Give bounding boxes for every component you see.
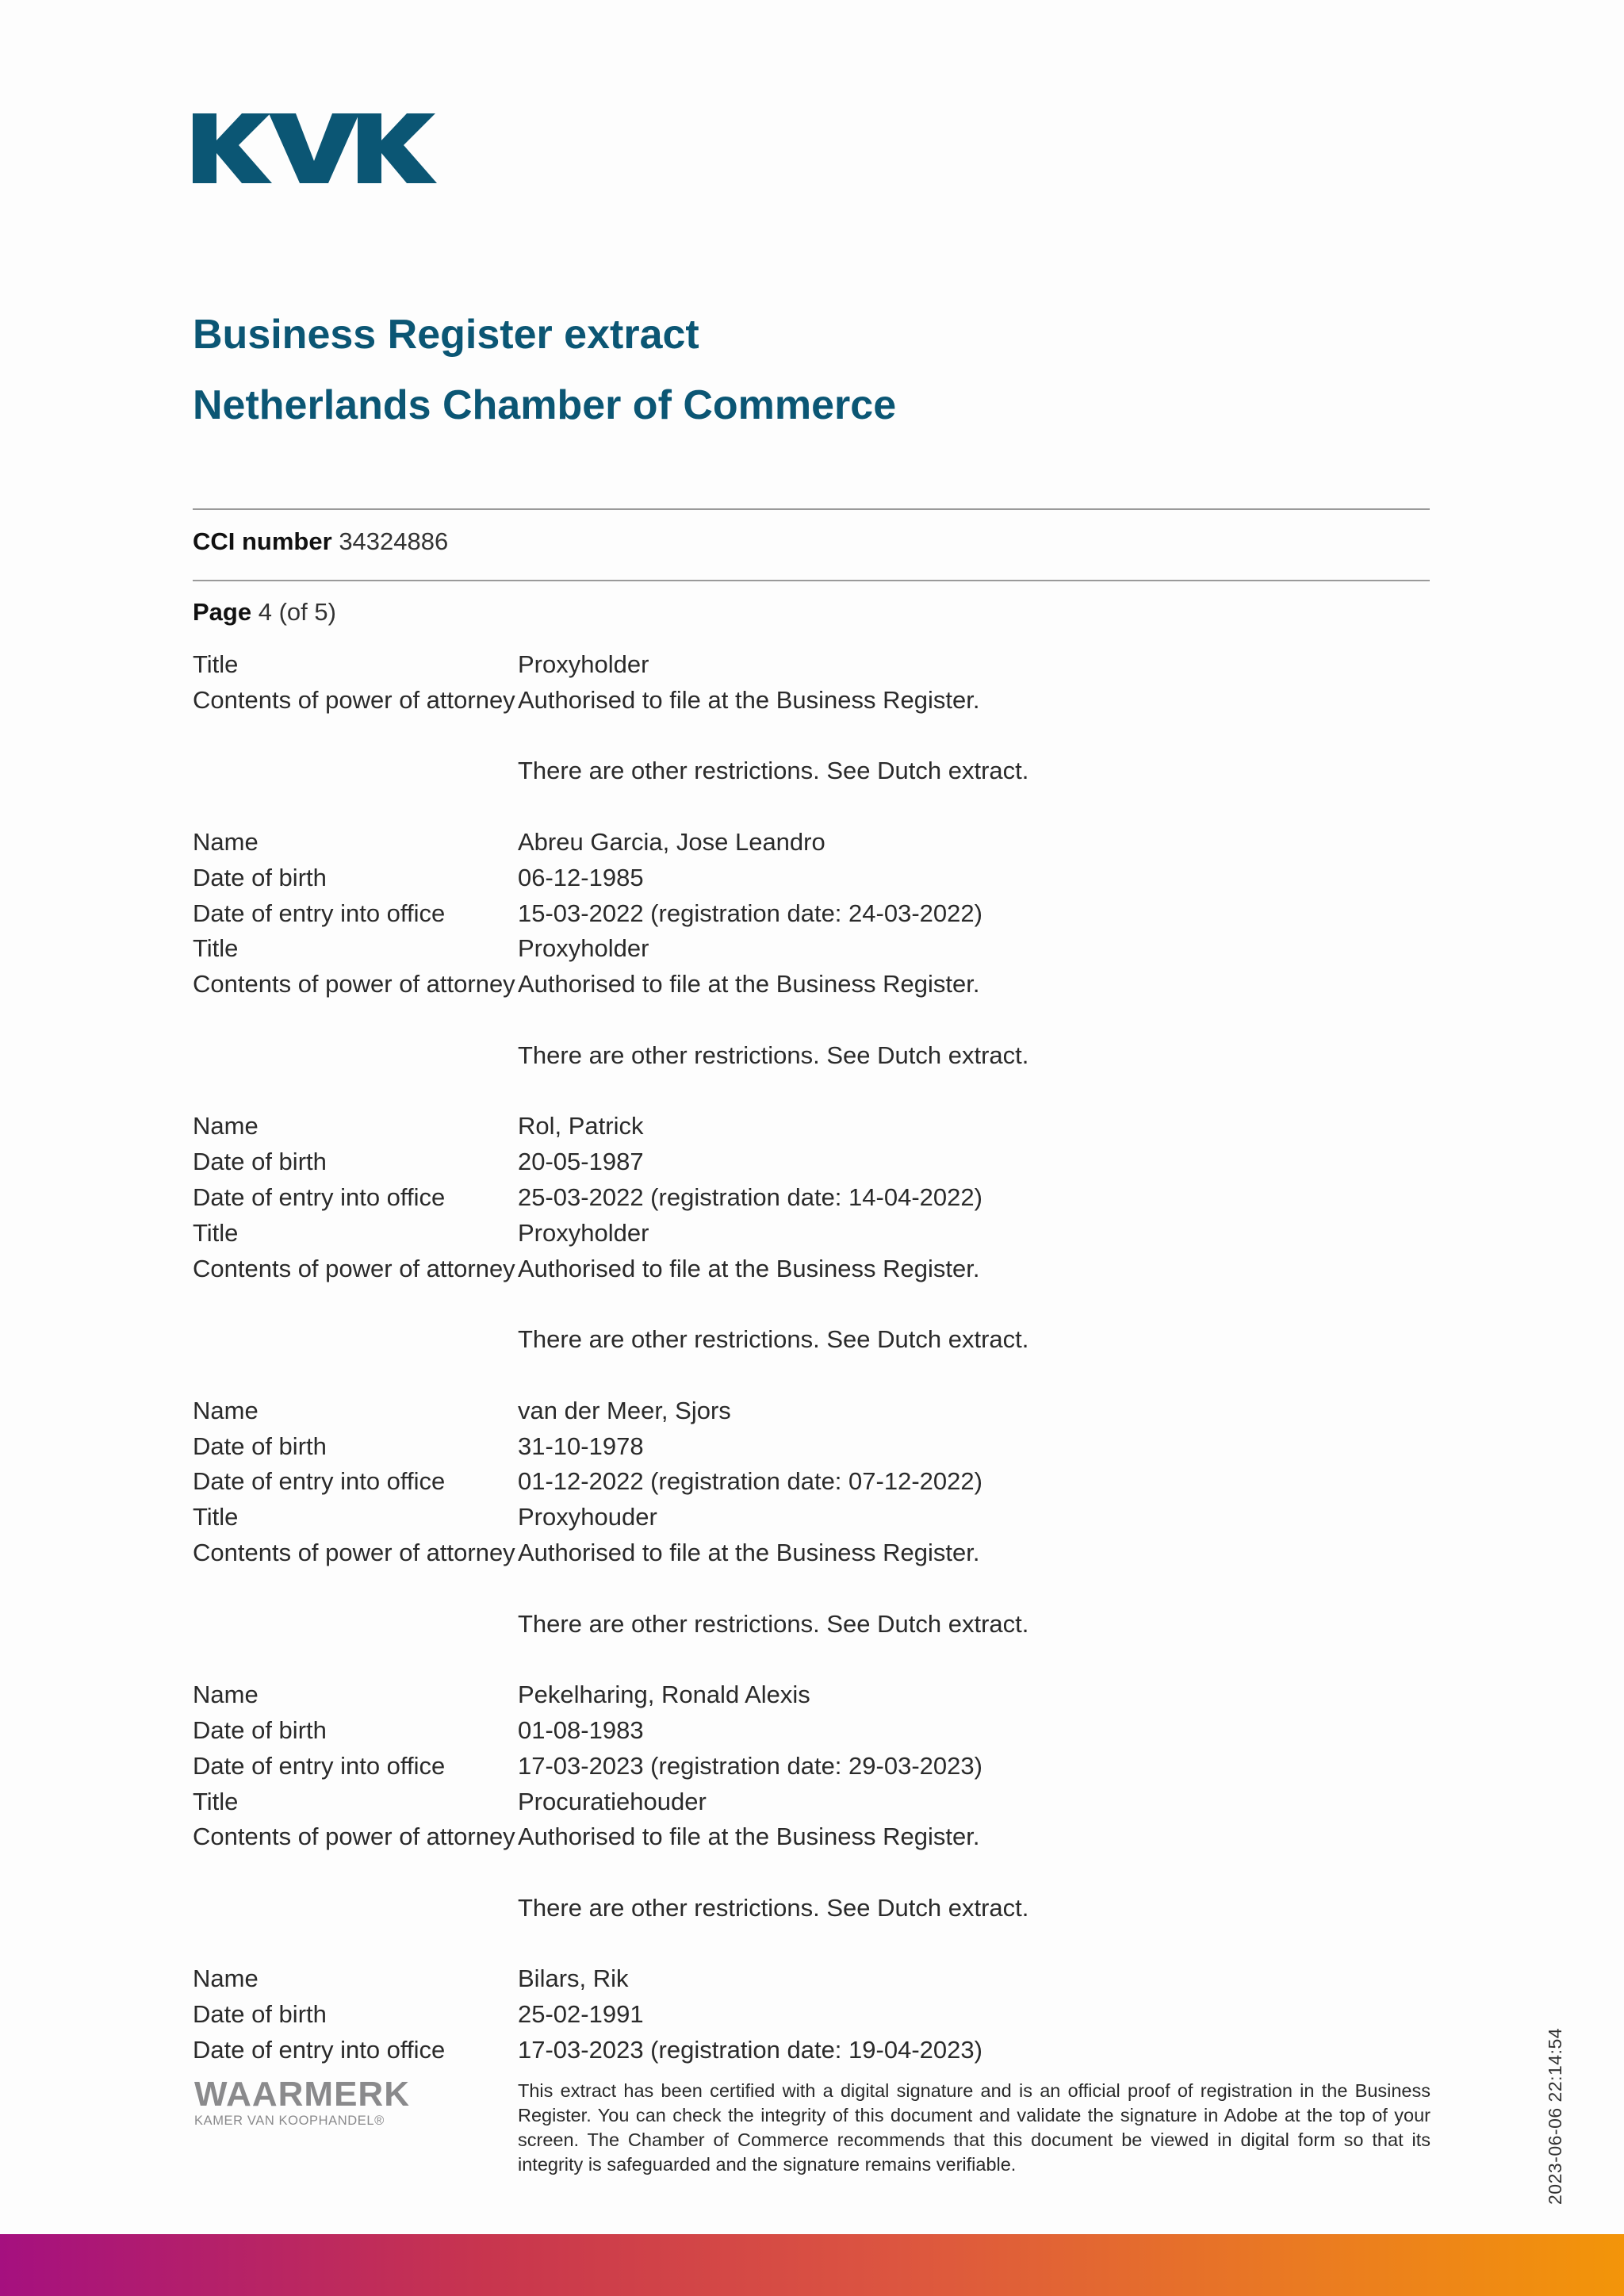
field-label [193,1891,518,1926]
field-value: Bilars, Rik [518,1964,629,1993]
entry-row [193,1038,1430,1074]
field-label: Contents of power of attorney [193,685,515,714]
field-label: Date of birth [193,1148,327,1176]
field-label: Title [193,1503,239,1531]
entry-row [193,1322,1430,1358]
entry-spacer [193,1074,1430,1110]
entry-row [193,1997,1430,2033]
entry-spacer [193,789,1430,825]
entry-row [193,1251,1430,1287]
field-value: 01-08-1983 [518,1715,644,1744]
certification-notice: This extract has been certified with a digital signature and is an official proof of registration in the Business Register. You can check the integrity of this document and validate the signature in Adobe at the top of your screen. The Chamber of Commerce recommends that this document be viewed in digital form so that its integrity is safeguarded and the signature remains verifiable. [518,2080,1431,2175]
entry-spacer [193,1642,1430,1677]
entry-row [193,825,1430,861]
document-title: Business Register extract [193,312,699,358]
field-value: Authorised to file at the Business Register. [518,1538,980,1566]
field-value: 25-02-1991 [518,2000,644,2029]
entry-row [193,2033,1430,2068]
entry-row [193,647,1430,683]
field-value: van der Meer, Sjors [518,1396,731,1424]
field-value: Proxyholder [518,934,649,963]
field-value: 17-03-2023 (registration date: 29-03-2023) [518,1751,982,1780]
row-spacer [193,1855,1430,1891]
field-label: Name [193,1112,259,1140]
page-value: 4 (of 5) [258,598,336,626]
field-label: Contents of power of attorney [193,1254,515,1282]
field-label: Contents of power of attorney [193,970,515,999]
field-label: Date of entry into office [193,2036,446,2064]
field-label: Name [193,1964,259,1993]
field-label: Name [193,827,259,856]
field-label: Title [193,934,239,963]
field-label: Contents of power of attorney [193,1823,515,1851]
timestamp: 2023-06-06 22:14:54 [1545,2027,1565,2205]
field-label: Title [193,1218,239,1247]
field-value: Authorised to file at the Business Register. [518,970,980,999]
field-label: Contents of power of attorney [193,1538,515,1566]
field-value: Proxyholder [518,1218,649,1247]
field-value: There are other restrictions. See Dutch extract. [518,757,1029,785]
field-label: Date of entry into office [193,1182,446,1211]
entry-row [193,683,1430,719]
field-value: 20-05-1987 [518,1148,644,1176]
entry-row [193,1216,1430,1251]
page-label: Page [193,598,252,626]
row-spacer [193,1571,1430,1607]
field-value: Authorised to file at the Business Register. [518,1254,980,1282]
entry-row [193,1180,1430,1216]
field-value: There are other restrictions. See Dutch extract. [518,1325,1029,1354]
field-label: Date of entry into office [193,1467,446,1496]
field-value: 01-12-2022 (registration date: 07-12-2022) [518,1467,982,1496]
waarmerk-watermark [194,2076,410,2129]
entry-row [193,1607,1430,1642]
entry-row [193,1819,1430,1855]
entry-row [193,1429,1430,1465]
entry-row [193,896,1430,932]
entry-row [193,861,1430,896]
field-value: 31-10-1978 [518,1432,644,1460]
field-value: Proxyholder [518,650,649,678]
entry-row [193,931,1430,967]
entry-row [193,1891,1430,1926]
entry-row [193,1677,1430,1713]
field-label [193,753,518,789]
field-label [193,1038,518,1074]
entry-row [193,1500,1430,1535]
entry-row [193,1784,1430,1820]
entry-row [193,1393,1430,1429]
field-value: Authorised to file at the Business Register. [518,1823,980,1851]
cci-label: CCI number [193,527,332,555]
entry-spacer [193,1926,1430,1962]
field-label: Date of birth [193,1432,327,1460]
entry-row [193,1144,1430,1180]
watermark-title: WAARMERK [194,2075,410,2114]
entry-row [193,967,1430,1002]
field-label: Title [193,650,239,678]
kvk-logo [193,113,437,183]
field-value: Proxyhouder [518,1503,657,1531]
watermark-subtitle: KAMER VAN KOOPHANDEL® [194,2114,385,2128]
field-label: Name [193,1396,259,1424]
field-label: Date of birth [193,2000,327,2029]
field-label: Date of birth [193,863,327,891]
register-entries [193,647,1430,2068]
field-label: Date of entry into office [193,899,446,927]
page-indicator [193,596,336,628]
field-label: Date of birth [193,1715,327,1744]
gradient-footer-bar [0,2234,1624,2296]
row-spacer [193,1002,1430,1038]
field-value: Authorised to file at the Business Register. [518,685,980,714]
field-label: Name [193,1681,259,1709]
field-label [193,1607,518,1642]
field-value: There are other restrictions. See Dutch extract. [518,1609,1029,1638]
cci-number [193,526,448,558]
entry-spacer [193,1358,1430,1393]
field-label [193,1322,518,1358]
field-value: Abreu Garcia, Jose Leandro [518,827,825,856]
divider [193,508,1430,510]
field-value: 25-03-2022 (registration date: 14-04-2022) [518,1182,982,1211]
field-value: 17-03-2023 (registration date: 19-04-2023) [518,2036,982,2064]
field-value: Procuratiehouder [518,1787,707,1815]
entry-row [193,1464,1430,1500]
entry-row [193,1713,1430,1749]
field-value: 15-03-2022 (registration date: 24-03-2022) [518,899,982,927]
field-value: There are other restrictions. See Dutch extract. [518,1893,1029,1922]
field-value: There are other restrictions. See Dutch extract. [518,1041,1029,1069]
entry-row [193,1109,1430,1144]
entry-row [193,753,1430,789]
entry-row [193,1749,1430,1784]
field-label: Date of entry into office [193,1751,446,1780]
entry-row [193,1961,1430,1997]
row-spacer [193,719,1430,754]
field-label: Title [193,1787,239,1815]
row-spacer [193,1286,1430,1322]
field-value: Pekelharing, Ronald Alexis [518,1681,810,1709]
divider [193,580,1430,581]
field-value: Rol, Patrick [518,1112,644,1140]
cci-value: 34324886 [339,527,449,555]
document-subtitle: Netherlands Chamber of Commerce [193,382,897,428]
field-value: 06-12-1985 [518,863,644,891]
entry-row [193,1535,1430,1571]
